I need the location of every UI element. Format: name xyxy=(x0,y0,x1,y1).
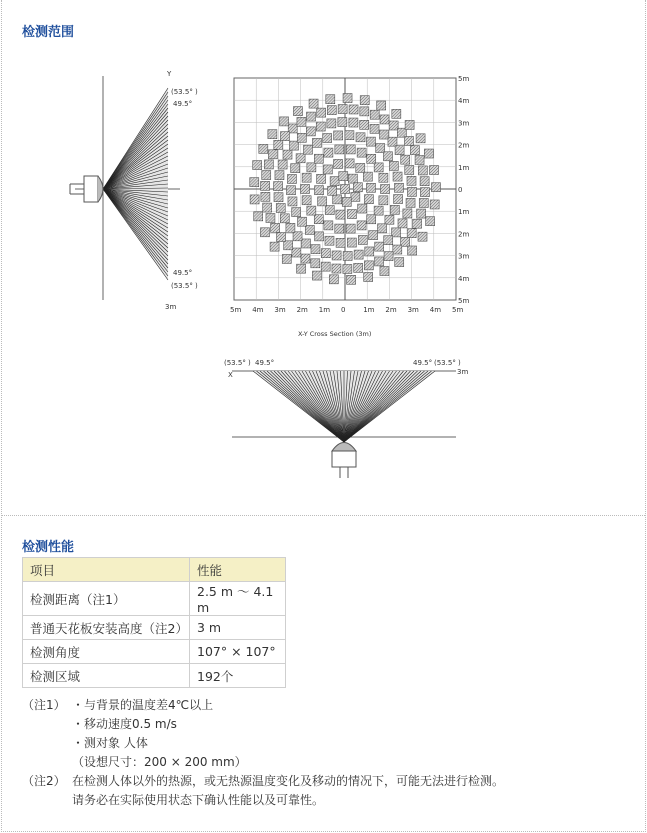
detection-zone xyxy=(404,136,413,145)
detection-zone xyxy=(405,120,414,129)
detection-zone xyxy=(336,238,345,247)
detection-zone xyxy=(415,156,424,165)
detection-zone xyxy=(325,236,334,245)
section-title-detection-performance: 检测性能 xyxy=(22,540,75,555)
detection-zone xyxy=(389,121,398,130)
detection-zone xyxy=(291,164,300,173)
table-cell-value: 192个 xyxy=(190,664,286,688)
table-row xyxy=(23,582,286,616)
detection-zone xyxy=(254,212,263,221)
detection-zone xyxy=(398,219,407,228)
note-1 xyxy=(22,696,504,772)
detection-zone xyxy=(420,188,429,197)
detection-zone xyxy=(326,95,335,104)
detection-zone xyxy=(261,181,270,190)
detection-zone xyxy=(287,174,296,183)
detection-zone xyxy=(367,215,376,224)
detection-zone xyxy=(329,275,338,284)
front-distance-label: 3m xyxy=(457,368,469,376)
detection-zone xyxy=(385,215,394,224)
section-title-detection-range: 检测范围 xyxy=(22,25,75,40)
front-left-outer-angle: (53.5° ) xyxy=(224,359,251,367)
detection-zone xyxy=(327,106,336,115)
detection-zone xyxy=(314,154,323,163)
front-beam-fan xyxy=(253,371,435,442)
table-cell-item: 普通天花板安装高度（注2） xyxy=(23,616,190,640)
grid-bottom-label: 1m xyxy=(363,306,375,314)
detection-zone xyxy=(278,160,287,169)
detection-zone xyxy=(298,217,307,226)
detection-zone xyxy=(393,172,402,181)
detection-zone xyxy=(343,264,352,273)
grid-bottom-labels xyxy=(230,306,463,314)
grid-bottom-label: 0 xyxy=(341,306,346,314)
detection-zone xyxy=(312,271,321,280)
detection-zone xyxy=(393,245,402,254)
detection-zone xyxy=(266,213,275,222)
detection-zone xyxy=(280,132,289,141)
detection-zone xyxy=(338,105,347,114)
detection-zone xyxy=(370,124,379,133)
detection-zone xyxy=(394,195,403,204)
detection-zone xyxy=(307,206,316,215)
detection-zone xyxy=(282,254,291,263)
detection-zone xyxy=(301,239,310,248)
detection-zone xyxy=(375,242,384,251)
detection-zone xyxy=(307,163,316,172)
side-bottom-outer-angle: (53.5° ) xyxy=(171,282,198,290)
detection-zone xyxy=(354,263,363,272)
detection-zone xyxy=(292,208,301,217)
detection-zone xyxy=(275,171,284,180)
detection-zone xyxy=(264,160,273,169)
detection-zone xyxy=(395,258,404,267)
detection-zone xyxy=(328,186,337,195)
detection-zone xyxy=(335,224,344,233)
detection-zone xyxy=(347,238,356,247)
grid-bottom-label: 1m xyxy=(318,306,331,314)
detection-zone xyxy=(301,184,310,193)
sensor-front-icon xyxy=(332,443,356,479)
detection-zone xyxy=(302,196,311,205)
detection-zone xyxy=(358,235,367,244)
note-2-line: 请务必在实际使用状态下确认性能以及可靠性。 xyxy=(72,793,325,807)
side-top-outer-angle: (53.5° ) xyxy=(171,88,198,96)
detection-zone xyxy=(305,225,314,234)
grid-right-label: 4m xyxy=(458,97,470,106)
detection-zone xyxy=(374,206,383,215)
table-cell-item: 检测区域 xyxy=(23,664,190,688)
detection-zone xyxy=(389,161,398,170)
detection-zone xyxy=(410,146,419,155)
detection-zone xyxy=(280,117,289,126)
front-left-inner-angle: 49.5° xyxy=(255,359,275,367)
detection-zone xyxy=(315,186,324,195)
detection-zone xyxy=(347,210,356,219)
detection-zone xyxy=(343,251,352,260)
detection-zone xyxy=(347,275,356,284)
detection-zone xyxy=(346,145,355,154)
grid-bottom-label: 4m xyxy=(429,306,442,314)
detection-zone xyxy=(419,198,428,207)
detection-zone xyxy=(358,204,367,213)
detection-zone xyxy=(360,120,369,129)
detection-zone xyxy=(357,221,366,230)
detection-zone xyxy=(354,250,363,259)
detection-zone xyxy=(287,186,296,195)
detection-zone xyxy=(379,173,388,182)
detection-zone xyxy=(366,183,375,192)
grid-bottom-label: 4m xyxy=(252,306,264,314)
grid-right-label: 0 xyxy=(458,186,463,194)
detection-zone xyxy=(297,133,306,142)
side-distance-label: 3m xyxy=(165,303,177,311)
detection-zone xyxy=(364,195,373,204)
detection-zone xyxy=(360,107,369,116)
note-1-line: （设想尺寸：200 × 200 mm） xyxy=(72,755,247,769)
detection-zone xyxy=(274,193,283,202)
detection-zone xyxy=(348,174,357,183)
detection-zone xyxy=(405,165,414,174)
detection-zone xyxy=(417,209,426,218)
detection-zone xyxy=(261,192,270,201)
xy-cross-section-diagram xyxy=(225,70,475,342)
detection-zone xyxy=(343,94,352,103)
detection-zone xyxy=(330,177,339,186)
grid-right-label: 1m xyxy=(458,163,470,172)
grid-right-label: 3m xyxy=(458,252,470,261)
detection-zone xyxy=(324,221,333,230)
detection-zone xyxy=(327,119,336,128)
detection-zone xyxy=(384,252,393,261)
grid-right-label: 5m xyxy=(458,297,470,305)
detection-zone xyxy=(334,131,343,140)
grid-right-labels xyxy=(458,75,469,305)
detection-zone xyxy=(286,223,295,232)
grid-bottom-label: 3m xyxy=(407,306,419,314)
table-cell-value: 3 m xyxy=(190,616,286,640)
detection-zone xyxy=(321,249,330,258)
detection-zone xyxy=(346,224,355,233)
table-cell-value: 107° × 107° xyxy=(190,640,286,664)
detection-zone xyxy=(380,115,389,124)
detection-zone xyxy=(309,99,318,108)
detection-zone xyxy=(296,154,305,163)
cross-section-caption: X-Y Cross Section (3m) xyxy=(298,330,372,338)
detection-zone xyxy=(317,108,326,117)
detection-zone xyxy=(375,257,384,266)
detection-zone xyxy=(342,197,351,206)
detection-zone xyxy=(345,159,354,168)
detection-zone xyxy=(334,159,343,168)
detection-zone xyxy=(306,112,315,121)
detection-zone xyxy=(297,264,306,273)
detection-zone xyxy=(284,241,293,250)
grid-right-label: 3m xyxy=(458,119,470,128)
detection-zone xyxy=(356,163,365,172)
detection-zone xyxy=(263,203,272,212)
detection-zone xyxy=(268,130,277,139)
table-row xyxy=(23,640,286,664)
detection-zone xyxy=(394,183,403,192)
detection-zone xyxy=(366,137,375,146)
detection-zone xyxy=(378,224,387,233)
detection-zone xyxy=(390,205,399,214)
note-2-line: 在检测人体以外的热源，或无热源温度变化及移动的情况下，可能无法进行检测。 xyxy=(72,774,505,788)
detection-zone xyxy=(332,264,341,273)
detection-zone xyxy=(364,272,373,281)
note-1-line: ・移动速度0.5 m/s xyxy=(72,717,177,731)
detection-zone xyxy=(301,254,310,263)
detection-zone xyxy=(341,185,350,194)
detection-zone xyxy=(288,197,297,206)
detection-zone xyxy=(323,165,332,174)
detection-zone xyxy=(379,196,388,205)
detection-zone xyxy=(349,118,358,127)
note-2 xyxy=(22,772,504,810)
y-axis-label: Y xyxy=(167,70,172,78)
detection-zone xyxy=(345,131,354,140)
notes-block xyxy=(22,696,504,810)
detection-zone xyxy=(377,101,386,110)
detection-zone xyxy=(283,150,292,159)
detection-zone xyxy=(323,134,332,143)
detection-zone xyxy=(369,231,378,240)
detection-zone xyxy=(276,204,285,213)
side-view-diagram xyxy=(60,66,220,316)
detection-zone xyxy=(403,209,412,218)
detection-zone xyxy=(292,248,301,257)
table-cell-value: 2.5 m ～ 4.1 m xyxy=(190,582,286,616)
detection-zone xyxy=(253,161,262,170)
detection-zone xyxy=(335,145,344,154)
detection-zone xyxy=(357,148,366,157)
detection-zone xyxy=(418,166,427,175)
detection-zone xyxy=(311,259,320,268)
table-cell-item: 检测距离（注1） xyxy=(23,582,190,616)
note-1-label: （注1） xyxy=(22,698,66,712)
detection-zone xyxy=(424,149,433,158)
detection-zone xyxy=(297,117,306,126)
detection-zone xyxy=(349,105,358,114)
detection-zone xyxy=(312,138,321,147)
section-divider xyxy=(1,515,645,516)
spec-table xyxy=(22,557,286,688)
grid-bottom-label: 5m xyxy=(230,306,242,314)
grid-right-label: 5m xyxy=(458,75,470,83)
detection-zone xyxy=(293,232,302,241)
detection-zone xyxy=(360,96,369,105)
note-1-line: ・与背景的温度差4℃以上 xyxy=(72,698,214,712)
detection-zone xyxy=(274,182,283,191)
detection-zone xyxy=(431,183,440,192)
detection-zone xyxy=(395,146,404,155)
detection-zone xyxy=(338,118,347,127)
detection-zone xyxy=(271,223,280,232)
detection-zone xyxy=(353,183,362,192)
table-row xyxy=(23,664,286,688)
grid-right-label: 4m xyxy=(458,274,470,283)
side-beam-fan xyxy=(103,88,168,280)
detection-zone xyxy=(430,200,439,209)
sensor-side-icon xyxy=(70,176,103,202)
detection-zone xyxy=(392,109,401,118)
detection-zone xyxy=(262,171,271,180)
note-2-label: （注2） xyxy=(22,774,66,788)
detection-zone xyxy=(306,127,315,136)
detection-zone xyxy=(314,215,323,224)
table-header-performance: 性能 xyxy=(190,558,286,582)
detection-zone xyxy=(365,247,374,256)
detection-zone xyxy=(401,155,410,164)
detection-zone xyxy=(376,144,385,153)
detection-zone xyxy=(318,197,327,206)
detection-zone xyxy=(374,163,383,172)
detection-zone xyxy=(407,187,416,196)
detection-zone xyxy=(293,107,302,116)
detection-zone xyxy=(339,172,348,181)
front-view-diagram xyxy=(222,354,467,484)
detection-zone xyxy=(426,217,435,226)
grid-right-label: 2m xyxy=(458,230,470,239)
detection-zone xyxy=(280,214,289,223)
detection-zone xyxy=(321,262,330,271)
detection-zone xyxy=(351,192,360,201)
detection-zone xyxy=(388,137,397,146)
detection-zone xyxy=(333,195,342,204)
detection-zone xyxy=(408,246,417,255)
detection-zone xyxy=(316,122,325,131)
grid-bottom-label: 3m xyxy=(274,306,286,314)
table-header-item: 项目 xyxy=(23,558,190,582)
detection-zone xyxy=(317,174,326,183)
table-cell-item: 检测角度 xyxy=(23,640,190,664)
detection-zone xyxy=(303,145,312,154)
detection-zone xyxy=(268,150,277,159)
x-axis-label: X xyxy=(228,371,233,379)
side-bottom-inner-angle: 49.5° xyxy=(173,269,193,277)
grid-bottom-label: 2m xyxy=(296,306,308,314)
grid-bottom-label: 5m xyxy=(452,306,464,314)
detection-zone xyxy=(315,232,324,241)
detection-zone xyxy=(418,232,427,241)
detection-zone xyxy=(363,172,372,181)
detection-zone xyxy=(370,110,379,119)
detection-zone xyxy=(413,219,422,228)
detection-zone xyxy=(324,148,333,157)
detection-zone xyxy=(383,152,392,161)
detection-zone xyxy=(384,236,393,245)
grid-right-label: 2m xyxy=(458,141,470,150)
detection-zone xyxy=(250,178,259,187)
grid-bottom-label: 2m xyxy=(385,306,397,314)
detection-zone xyxy=(407,176,416,185)
detection-zone xyxy=(380,130,389,139)
front-right-inner-angle: 49.5° xyxy=(413,359,433,367)
detection-zone xyxy=(416,134,425,143)
detection-zone xyxy=(420,177,429,186)
grid-right-label: 1m xyxy=(458,208,470,217)
detection-zone xyxy=(332,251,341,260)
detection-zone xyxy=(356,133,365,142)
detection-zone xyxy=(302,173,311,182)
detection-zone xyxy=(364,261,373,270)
detection-zone xyxy=(325,206,334,215)
detection-zone xyxy=(406,198,415,207)
detection-zone xyxy=(430,166,439,175)
detection-zone xyxy=(259,144,268,153)
side-top-inner-angle: 49.5° xyxy=(173,100,193,108)
detection-zone xyxy=(270,242,279,251)
front-right-outer-angle: (53.5° ) xyxy=(434,359,461,367)
detection-zone xyxy=(336,210,345,219)
detection-zone xyxy=(260,228,269,237)
detection-zone xyxy=(367,154,376,163)
table-row xyxy=(23,616,286,640)
detection-zone xyxy=(381,185,390,194)
detection-zone xyxy=(380,267,389,276)
table-header-row xyxy=(23,558,286,582)
detection-zone xyxy=(277,233,286,242)
detection-zone xyxy=(407,229,416,238)
detection-zone xyxy=(311,245,320,254)
detection-zone xyxy=(250,195,259,204)
note-1-line: ・测对象 人体 xyxy=(72,736,148,750)
detection-zone xyxy=(274,140,283,149)
